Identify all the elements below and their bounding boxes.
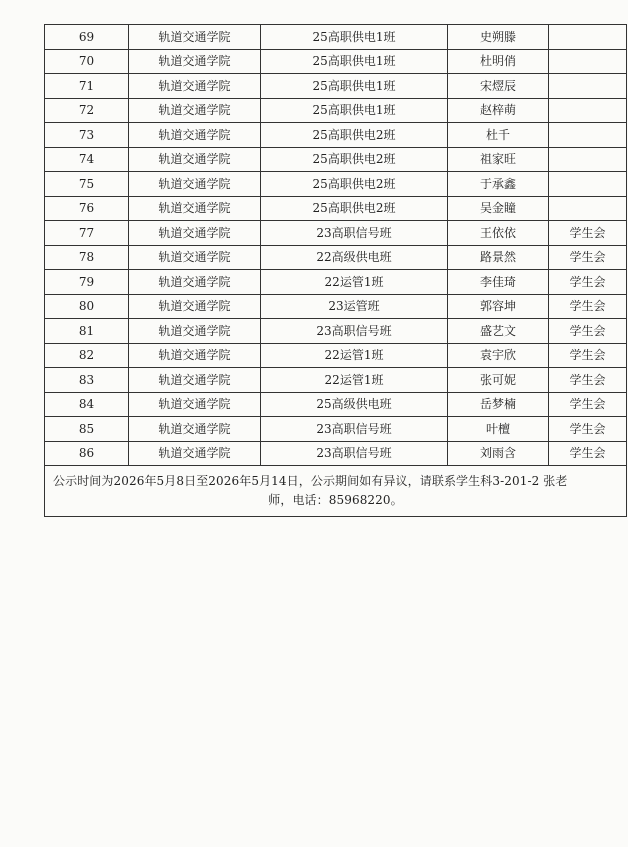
cell-college: 轨道交通学院 (129, 392, 261, 417)
cell-note: 学生会 (549, 319, 627, 344)
table-row (45, 441, 627, 466)
table-row (45, 368, 627, 393)
cell-college: 轨道交通学院 (129, 368, 261, 393)
cell-name: 杜明俏 (448, 49, 549, 74)
cell-number: 73 (45, 123, 129, 148)
cell-class: 25高职供电1班 (261, 74, 448, 99)
cell-note: 学生会 (549, 417, 627, 442)
cell-class: 25高级供电班 (261, 392, 448, 417)
notice-text-line2: 师，电话：85968220。 (268, 493, 403, 507)
cell-name: 史朔滕 (448, 25, 549, 50)
cell-number: 74 (45, 147, 129, 172)
cell-name: 吴金瞳 (448, 196, 549, 221)
cell-note (549, 74, 627, 99)
table-row (45, 147, 627, 172)
notice-text-line1: 公示时间为2026年5月8日至2026年5月14日，公示期间如有异议，请联系学生科3-201-2 张老 (53, 474, 568, 488)
roster-body (45, 25, 627, 517)
cell-college: 轨道交通学院 (129, 49, 261, 74)
cell-note: 学生会 (549, 294, 627, 319)
cell-college: 轨道交通学院 (129, 196, 261, 221)
cell-note (549, 147, 627, 172)
cell-note: 学生会 (549, 221, 627, 246)
cell-note: 学生会 (549, 392, 627, 417)
table-row (45, 49, 627, 74)
cell-class: 22运管1班 (261, 343, 448, 368)
cell-class: 25高职供电1班 (261, 25, 448, 50)
cell-class: 23高职信号班 (261, 221, 448, 246)
cell-college: 轨道交通学院 (129, 270, 261, 295)
table-row (45, 245, 627, 270)
cell-class: 25高职供电2班 (261, 123, 448, 148)
cell-note (549, 123, 627, 148)
cell-number: 75 (45, 172, 129, 197)
cell-name: 宋熤辰 (448, 74, 549, 99)
notice-row (45, 466, 627, 517)
table-row (45, 294, 627, 319)
cell-number: 72 (45, 98, 129, 123)
cell-number: 79 (45, 270, 129, 295)
cell-class: 25高职供电2班 (261, 147, 448, 172)
cell-class: 23高职信号班 (261, 441, 448, 466)
cell-college: 轨道交通学院 (129, 25, 261, 50)
cell-class: 22高级供电班 (261, 245, 448, 270)
cell-note: 学生会 (549, 441, 627, 466)
cell-name: 袁宇欣 (448, 343, 549, 368)
cell-college: 轨道交通学院 (129, 441, 261, 466)
cell-name: 祖家旺 (448, 147, 549, 172)
cell-college: 轨道交通学院 (129, 245, 261, 270)
cell-number: 77 (45, 221, 129, 246)
cell-number: 70 (45, 49, 129, 74)
cell-college: 轨道交通学院 (129, 98, 261, 123)
cell-college: 轨道交通学院 (129, 172, 261, 197)
cell-name: 杜千 (448, 123, 549, 148)
cell-college: 轨道交通学院 (129, 123, 261, 148)
cell-name: 岳梦楠 (448, 392, 549, 417)
table-row (45, 74, 627, 99)
notice-cell (45, 466, 627, 517)
cell-note: 学生会 (549, 343, 627, 368)
cell-number: 83 (45, 368, 129, 393)
cell-class: 25高职供电1班 (261, 98, 448, 123)
cell-note (549, 49, 627, 74)
table-row (45, 98, 627, 123)
cell-name: 张可妮 (448, 368, 549, 393)
cell-note (549, 25, 627, 50)
cell-class: 25高职供电1班 (261, 49, 448, 74)
cell-college: 轨道交通学院 (129, 343, 261, 368)
cell-class: 22运管1班 (261, 368, 448, 393)
cell-name: 刘雨含 (448, 441, 549, 466)
table-row (45, 172, 627, 197)
cell-college: 轨道交通学院 (129, 417, 261, 442)
cell-number: 84 (45, 392, 129, 417)
table-row (45, 319, 627, 344)
table-row (45, 392, 627, 417)
cell-class: 25高职供电2班 (261, 196, 448, 221)
cell-class: 23运管班 (261, 294, 448, 319)
cell-note: 学生会 (549, 270, 627, 295)
cell-college: 轨道交通学院 (129, 147, 261, 172)
cell-name: 叶檀 (448, 417, 549, 442)
cell-college: 轨道交通学院 (129, 74, 261, 99)
cell-number: 78 (45, 245, 129, 270)
cell-name: 盛艺文 (448, 319, 549, 344)
cell-college: 轨道交通学院 (129, 294, 261, 319)
cell-class: 25高职供电2班 (261, 172, 448, 197)
cell-college: 轨道交通学院 (129, 221, 261, 246)
table-row (45, 417, 627, 442)
cell-name: 李佳琦 (448, 270, 549, 295)
cell-name: 郭容坤 (448, 294, 549, 319)
table-row (45, 343, 627, 368)
cell-number: 69 (45, 25, 129, 50)
cell-name: 赵梓萌 (448, 98, 549, 123)
cell-number: 86 (45, 441, 129, 466)
cell-note: 学生会 (549, 368, 627, 393)
roster-table (44, 24, 627, 517)
cell-note: 学生会 (549, 245, 627, 270)
cell-number: 76 (45, 196, 129, 221)
cell-note (549, 196, 627, 221)
cell-number: 80 (45, 294, 129, 319)
cell-number: 82 (45, 343, 129, 368)
cell-college: 轨道交通学院 (129, 319, 261, 344)
table-row (45, 25, 627, 50)
cell-number: 71 (45, 74, 129, 99)
cell-number: 81 (45, 319, 129, 344)
cell-class: 23高职信号班 (261, 417, 448, 442)
table-row (45, 221, 627, 246)
cell-name: 于承鑫 (448, 172, 549, 197)
cell-class: 23高职信号班 (261, 319, 448, 344)
cell-number: 85 (45, 417, 129, 442)
table-row (45, 123, 627, 148)
table-row (45, 270, 627, 295)
cell-note (549, 98, 627, 123)
table-row (45, 196, 627, 221)
cell-name: 王依依 (448, 221, 549, 246)
cell-name: 路景然 (448, 245, 549, 270)
cell-note (549, 172, 627, 197)
cell-class: 22运管1班 (261, 270, 448, 295)
